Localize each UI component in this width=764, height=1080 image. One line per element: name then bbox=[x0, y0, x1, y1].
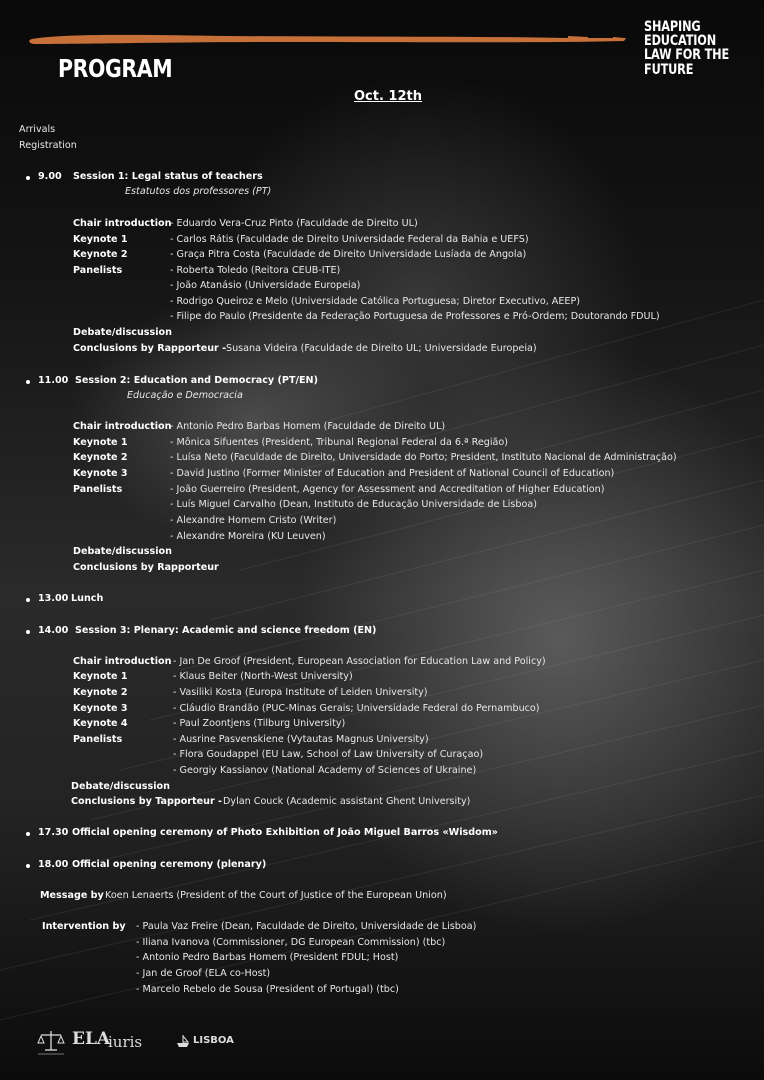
message-text: Koen Lenaerts (President of the Court of Justice of the European Union) bbox=[105, 890, 447, 901]
row-text: - Graça Pitra Costa (Faculdade de Direito Universidade Lusíada de Angola) bbox=[170, 249, 527, 260]
conclusions-label: Conclusions by Tapporteur - bbox=[71, 796, 223, 807]
scales-icon bbox=[36, 1028, 66, 1056]
opening-title: Official opening ceremony (plenary) bbox=[72, 859, 267, 870]
row-text: - João Atanásio (Universidade Europeia) bbox=[170, 280, 361, 291]
bullet bbox=[26, 832, 30, 836]
program-title: PROGRAM bbox=[58, 54, 173, 83]
photo-time: 17.30 bbox=[38, 827, 69, 838]
row-label: Keynote 4 bbox=[73, 718, 128, 729]
intervention-item: - Paula Vaz Freire (Dean, Faculdade de Direito, Universidade de Lisboa) bbox=[136, 921, 477, 932]
message-label: Message by bbox=[40, 890, 104, 901]
row-label: Keynote 1 bbox=[73, 234, 128, 245]
row-text: - Luísa Neto (Faculdade de Direito, Universidade do Porto; President, Instituto Nacional de Administração) bbox=[170, 452, 677, 463]
opening-time: 18.00 bbox=[38, 859, 69, 870]
debate-label: Debate/discussion bbox=[73, 546, 172, 557]
intervention-item: - Iliana Ivanova (Commissioner, DG European Commission) (tbc) bbox=[136, 937, 446, 948]
session-1-subtitle: Estatutos dos professores (PT) bbox=[125, 186, 272, 197]
row-label: Keynote 3 bbox=[73, 468, 128, 479]
slogan-line: FUTURE bbox=[644, 61, 694, 78]
row-text: - Luís Miguel Carvalho (Dean, Instituto de Educação Universidade de Lisboa) bbox=[170, 499, 538, 510]
row-text: - Alexandre Moreira (KU Leuven) bbox=[170, 531, 326, 542]
row-text: - Vasiliki Kosta (Europa Institute of Leiden University) bbox=[173, 687, 428, 698]
conclusions-text: Susana Videira (Faculdade de Direito UL; Universidade Europeia) bbox=[226, 343, 537, 354]
intervention-label: Intervention by bbox=[42, 921, 126, 932]
bullet bbox=[26, 176, 30, 180]
row-text: - Klaus Beiter (North-West University) bbox=[173, 671, 353, 682]
row-text: - Filipe do Paulo (Presidente da Federação Portuguesa de Professores e Pró-Ordem; Doutorando FDUL) bbox=[170, 311, 660, 322]
conclusions-text: Dylan Couck (Academic assistant Ghent University) bbox=[223, 796, 471, 807]
row-text: - Alexandre Homem Cristo (Writer) bbox=[170, 515, 337, 526]
slogan-line: LAW FOR THE bbox=[644, 47, 730, 64]
conclusions-label: Conclusions by Rapporteur bbox=[73, 562, 219, 573]
registration-text: Registration bbox=[19, 140, 77, 151]
bullet bbox=[26, 864, 30, 868]
session-3-time: 14.00 bbox=[38, 625, 69, 636]
row-text: - Eduardo Vera-Cruz Pinto (Faculdade de Direito UL) bbox=[170, 218, 418, 229]
row-label: Keynote 3 bbox=[73, 703, 128, 714]
debate-label: Debate/discussion bbox=[71, 781, 170, 792]
intervention-item: - Marcelo Rebelo de Sousa (President of Portugal) (tbc) bbox=[136, 984, 399, 995]
row-label: Keynote 2 bbox=[73, 687, 128, 698]
conclusions-label: Conclusions by Rapporteur - bbox=[73, 343, 227, 354]
row-label: Keynote 1 bbox=[73, 437, 128, 448]
row-text: - Rodrigo Queiroz e Melo (Universidade Católica Portuguesa; Diretor Executivo, AEEP) bbox=[170, 296, 581, 307]
row-text: - Roberta Toledo (Reitora CEUB-ITE) bbox=[170, 265, 341, 276]
intervention-item: - Jan de Groof (ELA co-Host) bbox=[136, 968, 271, 979]
row-text: - Cláudio Brandão (PUC-Minas Gerais; Universidade Federal do Pernambuco) bbox=[173, 703, 540, 714]
bullet bbox=[26, 630, 30, 634]
bullet bbox=[26, 380, 30, 384]
row-text: - João Guerreiro (President, Agency for Assessment and Accreditation of Higher Education) bbox=[170, 484, 605, 495]
row-text: - Flora Goudappel (EU Law, School of Law University of Curaçao) bbox=[173, 749, 484, 760]
slogan bbox=[644, 20, 730, 77]
row-text: - Mônica Sifuentes (President, Tribunal Regional Federal da 6.ª Região) bbox=[170, 437, 508, 448]
slogan-line: SHAPING bbox=[644, 19, 701, 35]
intervention-item: - Antonio Pedro Barbas Homem (President FDUL; Host) bbox=[136, 952, 399, 963]
session-2-subtitle: Educação e Democracia bbox=[127, 390, 243, 401]
session-2-title: Session 2: Education and Democracy (PT/EN) bbox=[75, 375, 318, 386]
event-date: Oct. 12th bbox=[354, 89, 422, 104]
ela-logo: ELA bbox=[72, 1029, 111, 1049]
row-text: - Antonio Pedro Barbas Homem (Faculdade de Direito UL) bbox=[170, 421, 446, 432]
row-label: Keynote 2 bbox=[73, 452, 128, 463]
photo-title: Official opening ceremony of Photo Exhibition of João Miguel Barros «Wisdom» bbox=[72, 827, 498, 838]
session-1-time: 9.00 bbox=[38, 171, 62, 182]
row-label: Keynote 1 bbox=[73, 671, 128, 682]
row-text: - Carlos Rátis (Faculdade de Direito Universidade Federal da Bahia e UEFS) bbox=[170, 234, 529, 245]
row-label: Chair introduction bbox=[73, 218, 172, 229]
debate-label: Debate/discussion bbox=[73, 327, 172, 338]
row-text: - David Justino (Former Minister of Education and President of National Council of Education) bbox=[170, 468, 615, 479]
session-2-time: 11.00 bbox=[38, 375, 69, 386]
arrivals-text: Arrivals bbox=[19, 124, 56, 135]
row-text: - Georgiy Kassianov (National Academy of Sciences of Ukraine) bbox=[173, 765, 477, 776]
iuris-logo: iuris bbox=[108, 1033, 143, 1051]
row-label: Panelists bbox=[73, 484, 123, 495]
lunch-time: 13.00 bbox=[38, 593, 69, 604]
row-text: - Paul Zoontjens (Tilburg University) bbox=[173, 718, 346, 729]
row-label: Panelists bbox=[73, 265, 123, 276]
session-3-title: Session 3: Plenary: Academic and science freedom (EN) bbox=[75, 625, 377, 636]
lisboa-ship-icon bbox=[176, 1034, 190, 1048]
row-label: Chair introduction bbox=[73, 656, 172, 667]
row-label: Keynote 2 bbox=[73, 249, 128, 260]
session-1-title: Session 1: Legal status of teachers bbox=[73, 171, 263, 182]
row-label: Chair introduction bbox=[73, 421, 172, 432]
brush-stroke-decoration bbox=[28, 30, 628, 48]
slogan-line: EDUCATION bbox=[644, 33, 717, 50]
lisboa-logo: LISBOA bbox=[193, 1035, 234, 1046]
lunch-title: Lunch bbox=[71, 593, 104, 604]
row-label: Panelists bbox=[73, 734, 123, 745]
row-text: - Ausrine Pasvenskiene (Vytautas Magnus University) bbox=[173, 734, 429, 745]
bullet bbox=[26, 598, 30, 602]
row-text: - Jan De Groof (President, European Association for Education Law and Policy) bbox=[173, 656, 546, 667]
